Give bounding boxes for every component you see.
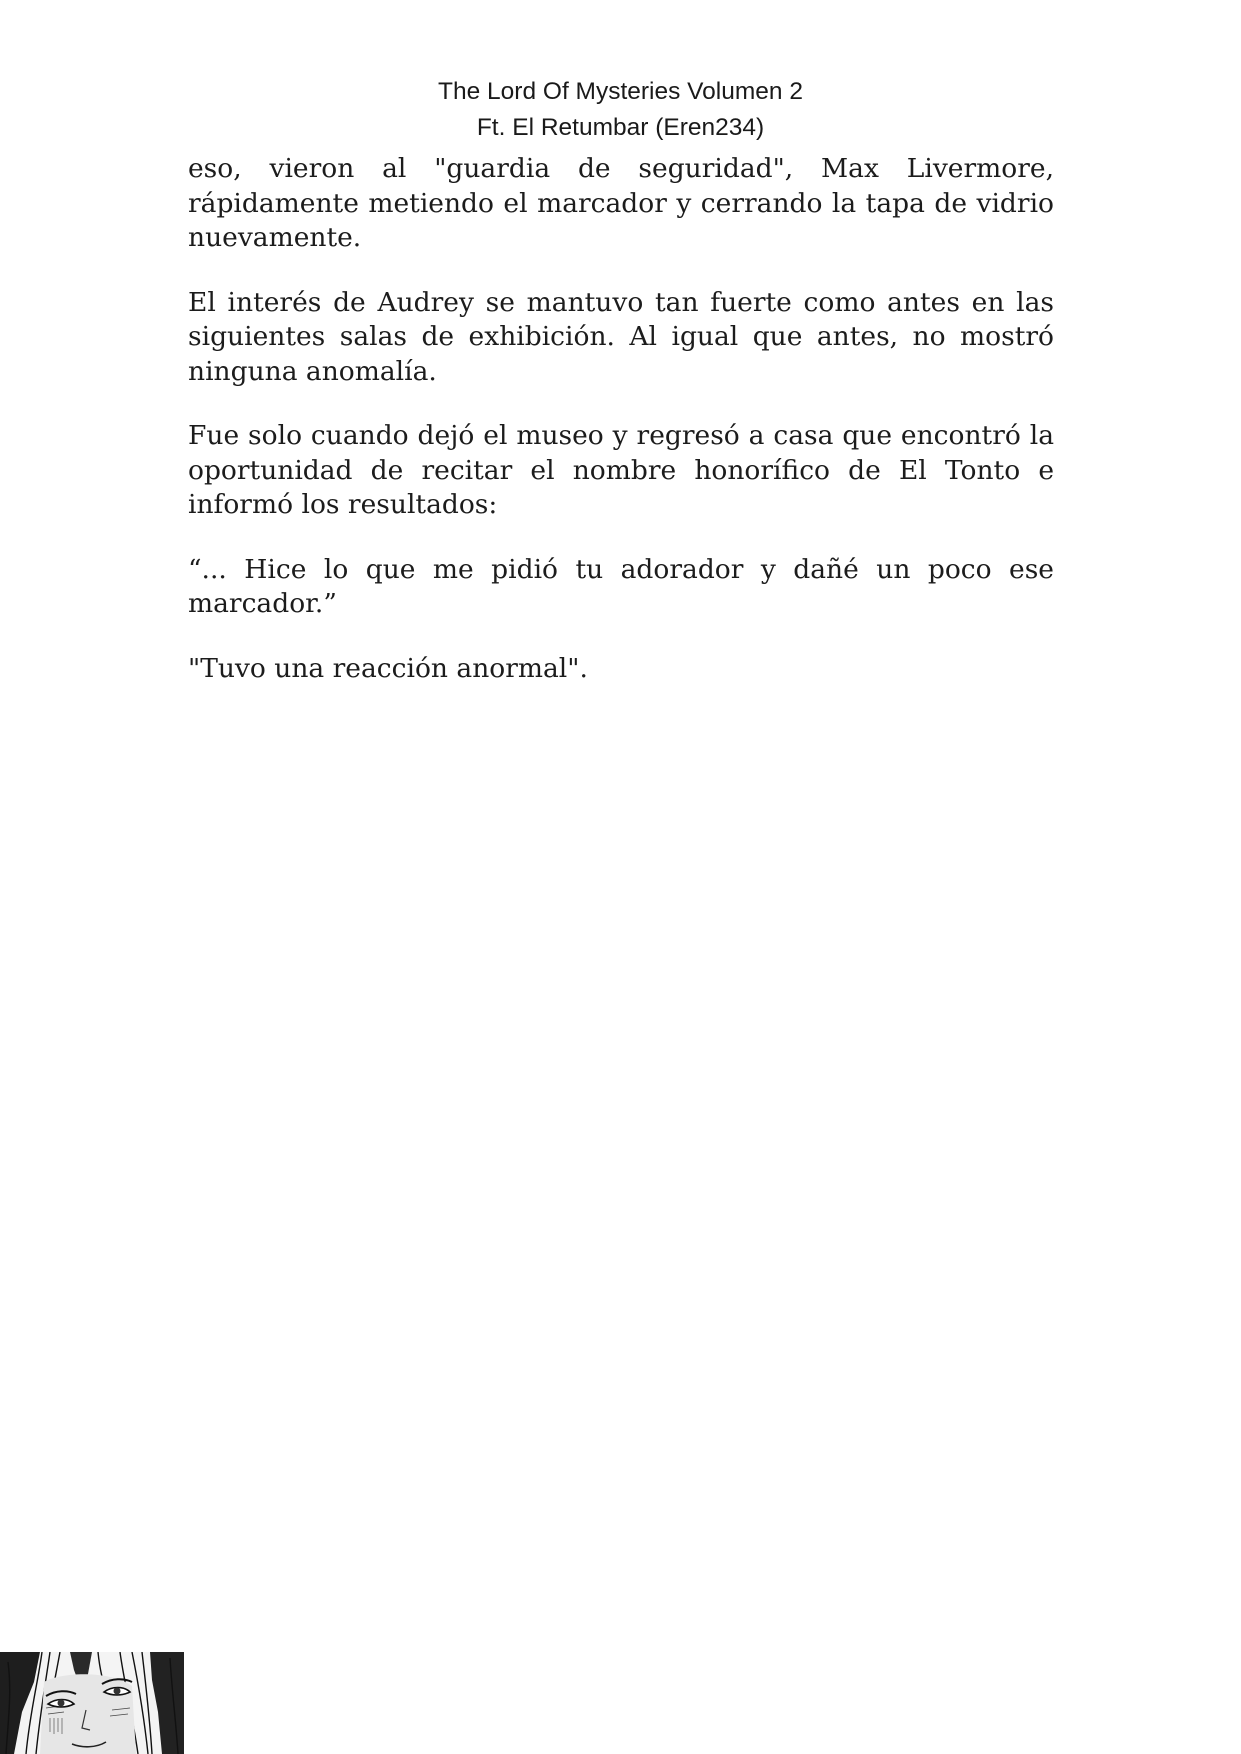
header-title: The Lord Of Mysteries Volumen 2 xyxy=(438,78,803,105)
paragraph: “... Hice lo que me pidió tu adorador y dañé un poco ese marcador.” xyxy=(188,553,1054,619)
manga-portrait-image xyxy=(0,1652,184,1754)
paragraph: "Tuvo una reacción anormal". xyxy=(188,652,588,684)
paragraph: El interés de Audrey se mantuvo tan fuerte como antes en las siguientes salas de exhibición. Al igual que antes, no mostró ninguna anomalía. xyxy=(188,286,1054,387)
header-subtitle: Ft. El Retumbar (Eren234) xyxy=(476,114,765,141)
paragraph: eso, vieron al "guardia de seguridad", Max Livermore, rápidamente metiendo el marcador y cerrando la tapa de vidrio nuevamente. xyxy=(188,153,1054,253)
page-header xyxy=(0,74,1241,146)
body-text xyxy=(188,152,1054,716)
paragraph: Fue solo cuando dejó el museo y regresó a casa que encontró la oportunidad de recitar el nombre honorífico de El Tonto e informó los resultados: xyxy=(188,420,1054,520)
